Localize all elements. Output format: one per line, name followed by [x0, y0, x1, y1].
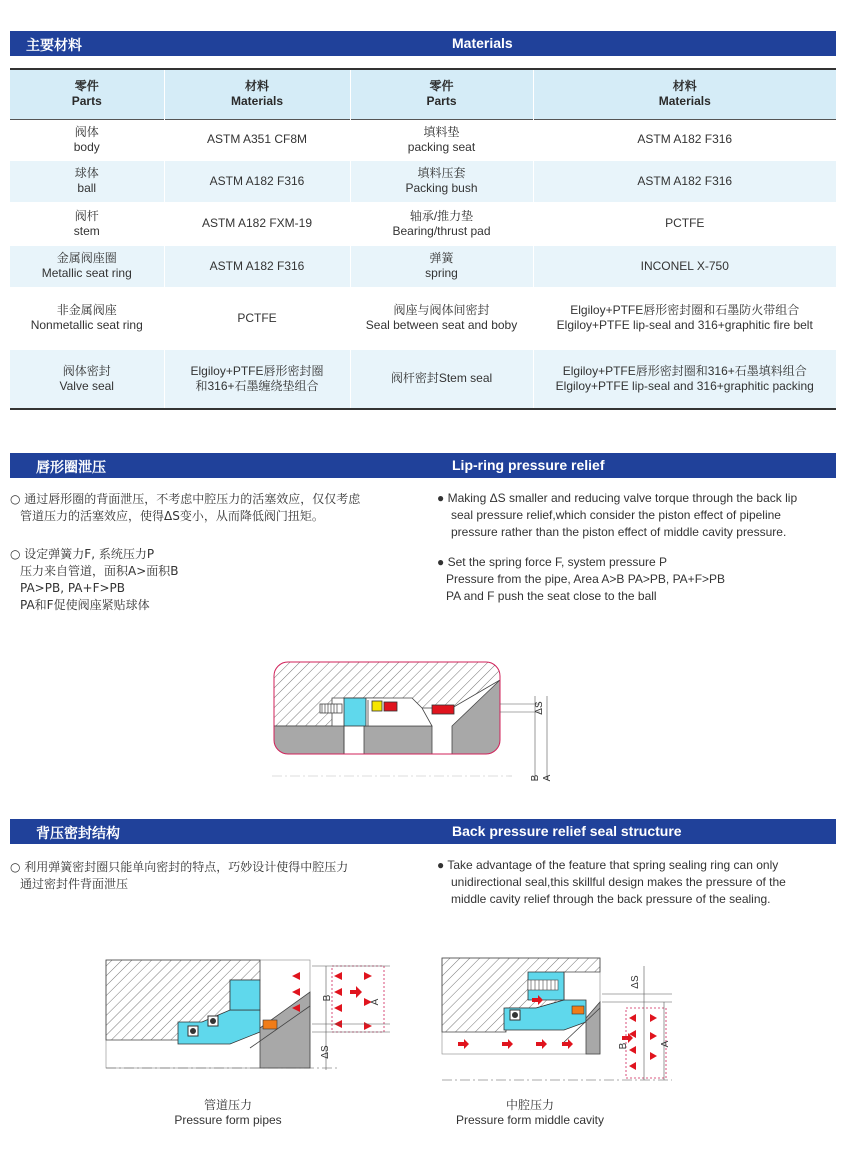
- lip-seal-yellow: [372, 701, 382, 711]
- pipe-pressure-diagram: [100, 952, 400, 1078]
- header-materials-2: 材料 Materials: [533, 69, 836, 119]
- header-materials-1: 材料 Materials: [164, 69, 350, 119]
- seat-ring-blue: [344, 698, 366, 726]
- ds-label: ΔS: [630, 975, 641, 989]
- pipe-pressure-caption: 管道压力 Pressure form pipes: [174, 1098, 282, 1127]
- header-parts-1: 零件 Parts: [10, 69, 164, 119]
- backpressure-title-bar: [10, 819, 836, 844]
- backpressure-en-paragraph: ● Take advantage of the feature that spring sealing ring can only unidirectional seal,this skillful design makes the pressure of the middle cavity relief through the back pressure of the sealing.: [437, 858, 786, 906]
- b-label: B: [322, 994, 333, 1002]
- cavity-pressure-diagram: [436, 952, 676, 1082]
- table-row: 球体 ball ASTM A182 F316 填料压套 Packing bush ASTM A182 F316: [10, 160, 836, 202]
- a-label: A: [542, 774, 553, 782]
- lipring-zh-paragraph-1: ○ 通过唇形圈的背面泄压，不考虑中腔压力的活塞效应，仅仅考虑 管道压力的活塞效应，使得ΔS变小，从而降低阀门扭矩。: [10, 492, 361, 523]
- a-label: A: [370, 998, 381, 1006]
- header-parts-2: 零件 Parts: [350, 69, 533, 119]
- backpressure-title-en: Back pressure relief seal structure: [452, 823, 682, 839]
- lipring-title-zh: 唇形圈泄压: [36, 460, 106, 476]
- a-label: A: [660, 1040, 671, 1048]
- cavity-pressure-caption: 中腔压力 Pressure form middle cavity: [455, 1098, 605, 1127]
- seal-orange: [263, 1020, 277, 1029]
- materials-title-en: Materials: [452, 35, 513, 51]
- table-row: 阀体密封 Valve seal Elgiloy+PTFE唇形密封圈 和316+石墨缠绕垫组合 阀杆密封Stem seal Elgiloy+PTFE唇形密封圈和316+石墨填料组合 Elgiloy+PTFE lip-seal and 316+graphitic packing: [10, 349, 836, 409]
- materials-title-bar: [10, 31, 836, 56]
- lipring-en-paragraph-2: ● Set the spring force F, system pressure P Pressure from the pipe, Area A>B PA>PB, PA+F>PB PA and F push the seat close to the ball: [437, 555, 726, 603]
- lipring-seal-diagram: [272, 660, 562, 788]
- seal-orange: [572, 1006, 584, 1014]
- table-row: 阀体 body ASTM A351 CF8M 填料垫 packing seat ASTM A182 F316: [10, 119, 836, 160]
- lipring-zh-paragraph-2: ○ 设定弹簧力F, 系统压力P 压力来自管道，面积A>面积B PA>PB, PA+F>PB PA和F促使阀座紧贴球体: [10, 547, 179, 612]
- lipring-title-bar: [10, 453, 836, 478]
- backpressure-title-zh: 背压密封结构: [36, 826, 120, 842]
- ds-label: ΔS: [534, 701, 545, 715]
- b-label: B: [618, 1042, 629, 1050]
- materials-table-header: [10, 69, 836, 119]
- lipring-title-en: Lip-ring pressure relief: [452, 457, 605, 473]
- materials-table: [10, 68, 836, 410]
- b-label: B: [530, 774, 541, 782]
- lipring-en-paragraph-1: ● Making ΔS smaller and reducing valve torque through the back lip seal pressure relief,which consider the piston effect of pipeline pressure rather than the piston effect of middle cavity pressure.: [437, 491, 798, 539]
- lip-seal-red: [384, 702, 397, 711]
- backpressure-zh-paragraph: ○ 利用弹簧密封圈只能单向密封的特点，巧妙设计使得中腔压力 通过密封件背面泄压: [10, 860, 349, 891]
- ds-label: ΔS: [320, 1045, 331, 1059]
- materials-title-zh: 主要材料: [26, 38, 82, 54]
- table-row: 金属阀座圈 Metallic seat ring ASTM A182 F316 弹簧 spring INCONEL X-750: [10, 245, 836, 287]
- table-row: 非金属阀座 Nonmetallic seat ring PCTFE 阀座与阀体间密封 Seal between seat and boby Elgiloy+PTFE唇形密封圈和石墨防火带组合 Elgiloy+PTFE lip-seal and 316+graphitic fire belt: [10, 287, 836, 349]
- table-row: 阀杆 stem ASTM A182 FXM-19 轴承/推力垫 Bearing/thrust pad PCTFE: [10, 202, 836, 245]
- seal-red-right: [432, 705, 454, 714]
